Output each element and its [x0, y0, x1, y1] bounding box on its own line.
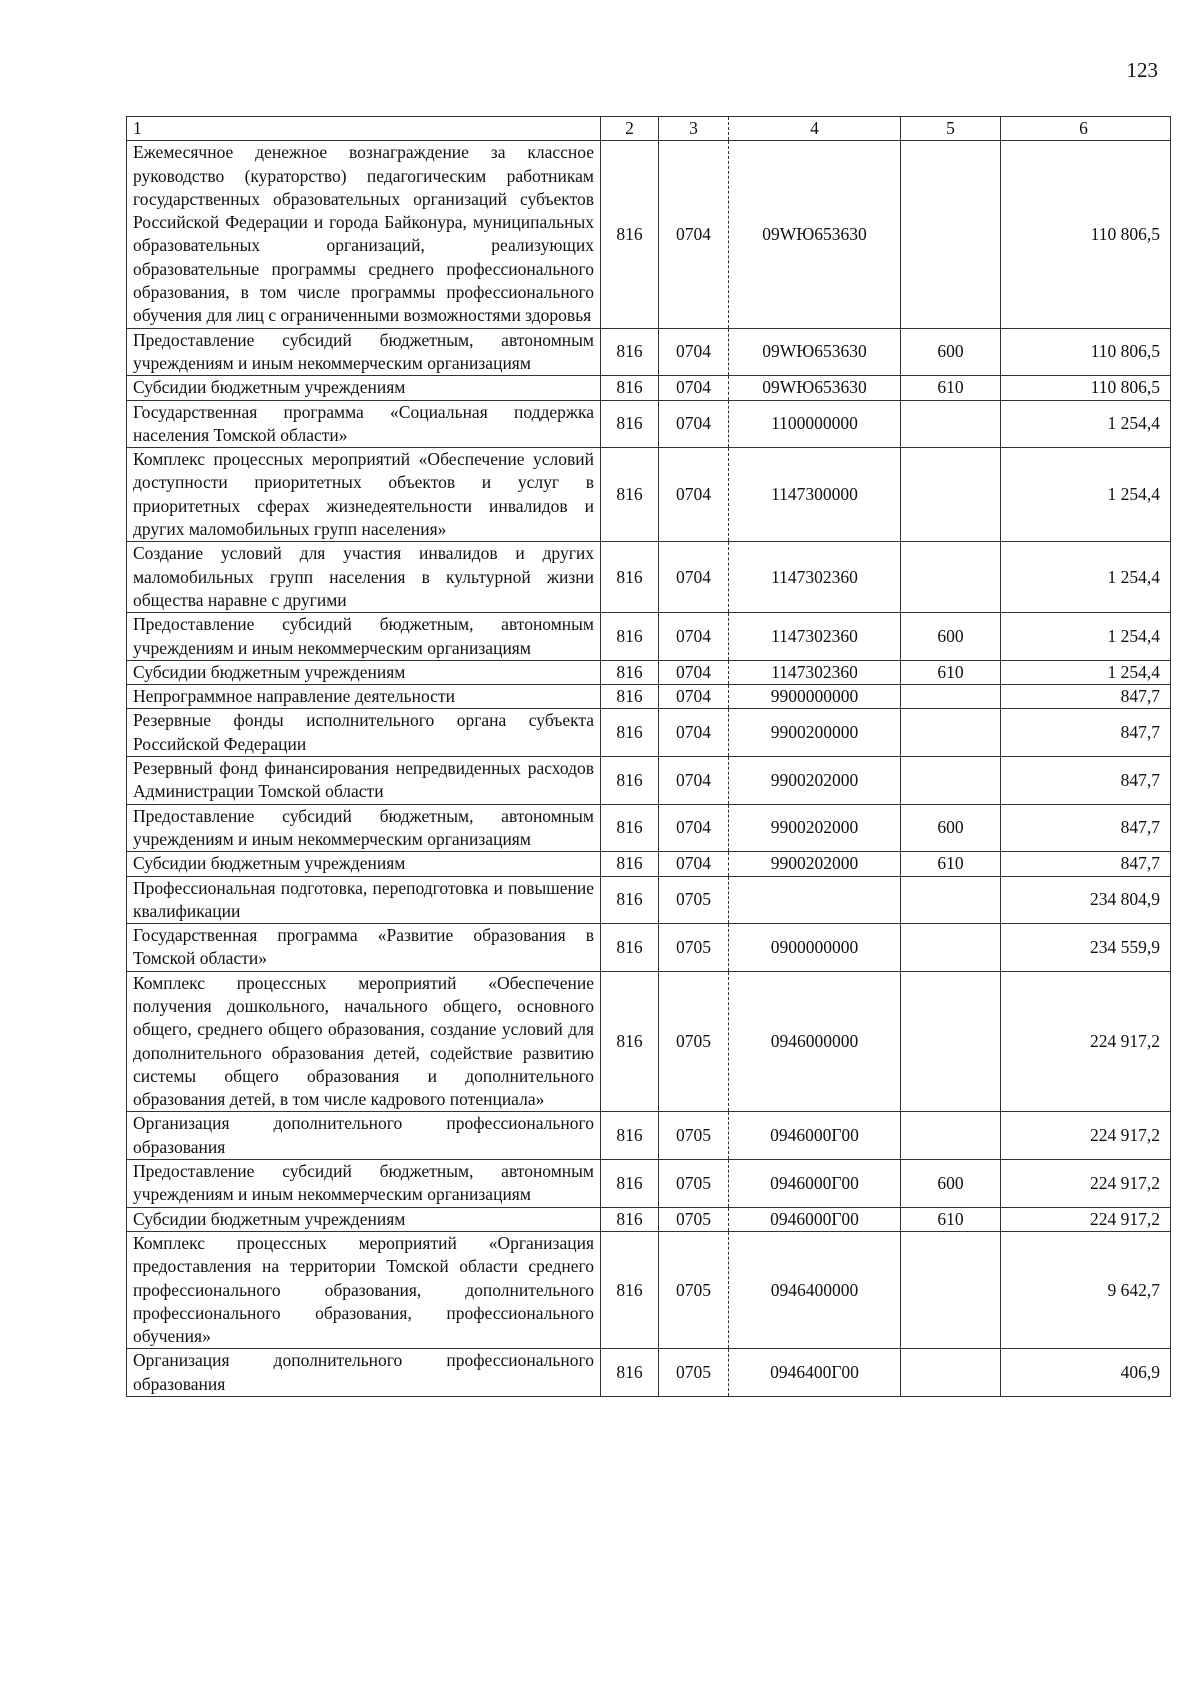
table-row	[127, 328, 1171, 376]
row-expense-type-cell	[901, 924, 1001, 972]
row-sum-cell: 110 806,5	[1001, 328, 1171, 376]
row-section-cell: 0705	[659, 1112, 729, 1160]
table-row	[127, 1349, 1171, 1397]
row-sum-cell: 224 917,2	[1001, 1112, 1171, 1160]
table-row	[127, 852, 1171, 876]
row-name-cell: Организация дополнительного профессионального образования	[127, 1349, 601, 1397]
row-target-article-cell: 9900202000	[729, 804, 901, 852]
row-section-cell: 0705	[659, 1207, 729, 1231]
row-ved-cell: 816	[601, 448, 659, 542]
row-sum-cell: 224 917,2	[1001, 1207, 1171, 1231]
table-row	[127, 542, 1171, 613]
row-expense-type-cell	[901, 542, 1001, 613]
row-name-cell: Комплекс процессных мероприятий «Организация предоставления на территории Томской области среднего профессионального образования, дополнительного профессионального образования, профессионального обучения»	[127, 1231, 601, 1348]
row-sum-cell: 847,7	[1001, 685, 1171, 709]
row-ved-cell: 816	[601, 376, 659, 400]
row-name-cell: Организация дополнительного профессионального образования	[127, 1112, 601, 1160]
row-name-cell: Субсидии бюджетным учреждениям	[127, 376, 601, 400]
row-section-cell: 0704	[659, 804, 729, 852]
row-name-cell: Ежемесячное денежное вознаграждение за классное руководство (кураторство) педагогическим работникам государственных образовательных организаций субъектов Российской Федерации и города Байконура, муниципальных образовательных организаций, реализующих образовательные программы среднего профессионального образования, в том числе программы профессионального обучения для лиц с ограниченными возможностями здоровья	[127, 141, 601, 328]
row-name-cell: Субсидии бюджетным учреждениям	[127, 852, 601, 876]
row-section-cell: 0704	[659, 141, 729, 328]
row-sum-cell: 234 559,9	[1001, 924, 1171, 972]
row-name-cell: Государственная программа «Развитие образования в Томской области»	[127, 924, 601, 972]
row-name-cell: Предоставление субсидий бюджетным, автономным учреждениям и иным некоммерческим организациям	[127, 1160, 601, 1208]
table-row	[127, 660, 1171, 684]
row-section-cell: 0704	[659, 376, 729, 400]
row-target-article-cell: 09WЮ653630	[729, 328, 901, 376]
row-section-cell: 0705	[659, 1349, 729, 1397]
row-name-cell: Предоставление субсидий бюджетным, автономным учреждениям и иным некоммерческим организациям	[127, 613, 601, 661]
row-section-cell: 0705	[659, 924, 729, 972]
header-cell: 2	[601, 117, 659, 141]
row-expense-type-cell	[901, 971, 1001, 1112]
table-row	[127, 804, 1171, 852]
page-number: 123	[1126, 58, 1158, 82]
row-section-cell: 0704	[659, 400, 729, 448]
row-sum-cell: 1 254,4	[1001, 400, 1171, 448]
row-name-cell: Субсидии бюджетным учреждениям	[127, 1207, 601, 1231]
table-row	[127, 1112, 1171, 1160]
row-target-article-cell: 9900202000	[729, 757, 901, 805]
row-target-article-cell: 0946000000	[729, 971, 901, 1112]
row-section-cell: 0704	[659, 660, 729, 684]
row-expense-type-cell	[901, 1112, 1001, 1160]
row-sum-cell: 406,9	[1001, 1349, 1171, 1397]
row-target-article-cell: 09WЮ653630	[729, 376, 901, 400]
row-section-cell: 0704	[659, 852, 729, 876]
row-ved-cell: 816	[601, 1349, 659, 1397]
row-sum-cell: 847,7	[1001, 757, 1171, 805]
row-sum-cell: 110 806,5	[1001, 376, 1171, 400]
row-name-cell: Предоставление субсидий бюджетным, автономным учреждениям и иным некоммерческим организациям	[127, 328, 601, 376]
row-target-article-cell: 0946400Г00	[729, 1349, 901, 1397]
row-sum-cell: 1 254,4	[1001, 613, 1171, 661]
row-expense-type-cell	[901, 709, 1001, 757]
table-row	[127, 709, 1171, 757]
row-section-cell: 0704	[659, 709, 729, 757]
row-ved-cell: 816	[601, 709, 659, 757]
row-expense-type-cell	[901, 141, 1001, 328]
row-target-article-cell: 1147302360	[729, 660, 901, 684]
row-expense-type-cell	[901, 1349, 1001, 1397]
row-target-article-cell: 0900000000	[729, 924, 901, 972]
row-ved-cell: 816	[601, 804, 659, 852]
row-target-article-cell	[729, 876, 901, 924]
row-expense-type-cell: 600	[901, 804, 1001, 852]
row-expense-type-cell: 610	[901, 1207, 1001, 1231]
table-row	[127, 757, 1171, 805]
row-target-article-cell: 1147300000	[729, 448, 901, 542]
row-expense-type-cell	[901, 757, 1001, 805]
row-target-article-cell: 1147302360	[729, 613, 901, 661]
table-row	[127, 1231, 1171, 1348]
row-section-cell: 0705	[659, 1160, 729, 1208]
row-name-cell: Государственная программа «Социальная поддержка населения Томской области»	[127, 400, 601, 448]
row-section-cell: 0705	[659, 1231, 729, 1348]
budget-table	[126, 116, 1171, 1397]
header-cell: 6	[1001, 117, 1171, 141]
row-expense-type-cell	[901, 685, 1001, 709]
row-target-article-cell: 0946000Г00	[729, 1160, 901, 1208]
table-row	[127, 924, 1171, 972]
row-ved-cell: 816	[601, 660, 659, 684]
row-target-article-cell: 9900200000	[729, 709, 901, 757]
row-section-cell: 0705	[659, 876, 729, 924]
row-target-article-cell: 0946000Г00	[729, 1207, 901, 1231]
header-cell: 3	[659, 117, 729, 141]
row-name-cell: Резервный фонд финансирования непредвиденных расходов Администрации Томской области	[127, 757, 601, 805]
header-cell: 4	[729, 117, 901, 141]
row-sum-cell: 847,7	[1001, 709, 1171, 757]
row-name-cell: Комплекс процессных мероприятий «Обеспечение условий доступности приоритетных объектов и услуг в приоритетных сферах жизнедеятельности инвалидов и других маломобильных групп населения»	[127, 448, 601, 542]
table-row	[127, 876, 1171, 924]
row-section-cell: 0705	[659, 971, 729, 1112]
row-name-cell: Комплекс процессных мероприятий «Обеспечение получения дошкольного, начального общего, основного общего, среднего общего образования, создание условий для дополнительного образования детей, содействие развитию системы общего образования и дополнительного образования детей, в том числе кадрового потенциала»	[127, 971, 601, 1112]
row-expense-type-cell	[901, 400, 1001, 448]
row-target-article-cell: 9900202000	[729, 852, 901, 876]
row-ved-cell: 816	[601, 542, 659, 613]
row-section-cell: 0704	[659, 328, 729, 376]
table-row	[127, 376, 1171, 400]
row-sum-cell: 1 254,4	[1001, 660, 1171, 684]
row-ved-cell: 816	[601, 328, 659, 376]
row-expense-type-cell	[901, 876, 1001, 924]
row-sum-cell: 847,7	[1001, 852, 1171, 876]
table-row	[127, 685, 1171, 709]
header-row	[127, 117, 1171, 141]
row-ved-cell: 816	[601, 1207, 659, 1231]
row-expense-type-cell: 610	[901, 660, 1001, 684]
row-target-article-cell: 0946400000	[729, 1231, 901, 1348]
row-sum-cell: 234 804,9	[1001, 876, 1171, 924]
row-section-cell: 0704	[659, 757, 729, 805]
row-sum-cell: 1 254,4	[1001, 542, 1171, 613]
row-expense-type-cell	[901, 448, 1001, 542]
table-row	[127, 448, 1171, 542]
row-expense-type-cell: 600	[901, 613, 1001, 661]
row-section-cell: 0704	[659, 685, 729, 709]
row-sum-cell: 224 917,2	[1001, 971, 1171, 1112]
row-ved-cell: 816	[601, 141, 659, 328]
header-cell: 5	[901, 117, 1001, 141]
row-target-article-cell: 9900000000	[729, 685, 901, 709]
row-ved-cell: 816	[601, 1160, 659, 1208]
row-sum-cell: 110 806,5	[1001, 141, 1171, 328]
row-target-article-cell: 0946000Г00	[729, 1112, 901, 1160]
row-name-cell: Профессиональная подготовка, переподготовка и повышение квалификации	[127, 876, 601, 924]
row-ved-cell: 816	[601, 757, 659, 805]
row-name-cell: Резервные фонды исполнительного органа субъекта Российской Федерации	[127, 709, 601, 757]
row-expense-type-cell: 610	[901, 376, 1001, 400]
row-sum-cell: 847,7	[1001, 804, 1171, 852]
row-section-cell: 0704	[659, 448, 729, 542]
row-ved-cell: 816	[601, 971, 659, 1112]
row-ved-cell: 816	[601, 1112, 659, 1160]
row-sum-cell: 9 642,7	[1001, 1231, 1171, 1348]
table-row	[127, 1160, 1171, 1208]
table-row	[127, 613, 1171, 661]
header-cell: 1	[127, 117, 601, 141]
row-ved-cell: 816	[601, 685, 659, 709]
row-target-article-cell: 09WЮ653630	[729, 141, 901, 328]
row-expense-type-cell	[901, 1231, 1001, 1348]
row-ved-cell: 816	[601, 1231, 659, 1348]
row-ved-cell: 816	[601, 876, 659, 924]
row-name-cell: Субсидии бюджетным учреждениям	[127, 660, 601, 684]
table-row	[127, 141, 1171, 328]
row-ved-cell: 816	[601, 400, 659, 448]
row-section-cell: 0704	[659, 613, 729, 661]
row-ved-cell: 816	[601, 613, 659, 661]
row-expense-type-cell: 600	[901, 328, 1001, 376]
row-name-cell: Непрограммное направление деятельности	[127, 685, 601, 709]
row-expense-type-cell: 610	[901, 852, 1001, 876]
row-expense-type-cell: 600	[901, 1160, 1001, 1208]
row-ved-cell: 816	[601, 852, 659, 876]
row-target-article-cell: 1100000000	[729, 400, 901, 448]
row-section-cell: 0704	[659, 542, 729, 613]
table-row	[127, 400, 1171, 448]
row-sum-cell: 1 254,4	[1001, 448, 1171, 542]
row-target-article-cell: 1147302360	[729, 542, 901, 613]
table-row	[127, 1207, 1171, 1231]
row-sum-cell: 224 917,2	[1001, 1160, 1171, 1208]
row-ved-cell: 816	[601, 924, 659, 972]
row-name-cell: Создание условий для участия инвалидов и других маломобильных групп населения в культурной жизни общества наравне с другими	[127, 542, 601, 613]
table-row	[127, 971, 1171, 1112]
row-name-cell: Предоставление субсидий бюджетным, автономным учреждениям и иным некоммерческим организациям	[127, 804, 601, 852]
